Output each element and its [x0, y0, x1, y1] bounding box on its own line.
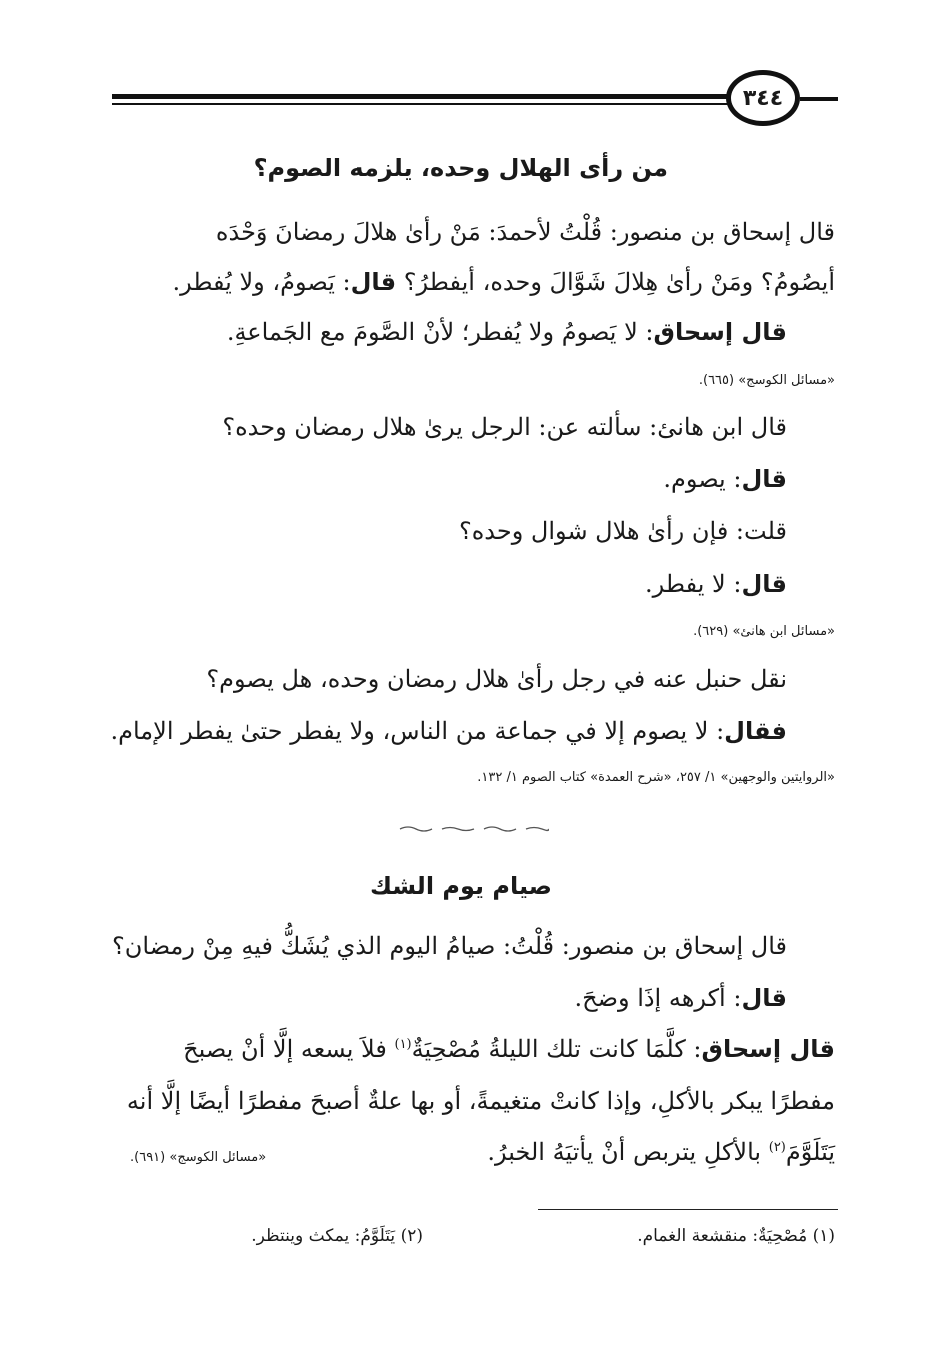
- source-citation: «مسائل الكوسج» (٦٦٥).: [698, 373, 835, 388]
- speaker-label: قال: [741, 570, 787, 598]
- section-title: صيام يوم الشك: [370, 872, 552, 900]
- text-run: : لا يفطر.: [645, 570, 742, 598]
- section-divider-ornament: [398, 824, 550, 832]
- paragraph-line: [487, 1138, 835, 1167]
- text-run: يَتَلَوَّمَ: [785, 1138, 835, 1166]
- question-line: قال ابن هانئ: سألته عن: الرجل يرىٰ هلال رمضان وحده؟: [222, 413, 787, 441]
- paragraph-line: مفطرًا يبكر بالأكلِ، وإذا كانتْ متغيمةً، أو بها علةٌ أصبحَ مفطرًا أيضًا إلَّا أنه: [126, 1087, 835, 1115]
- paragraph-line: [227, 318, 787, 347]
- source-citation: «الروايتين والوجهين» ١/ ٢٥٧، «شرح العمدة» كتاب الصوم ١/ ١٣٢.: [477, 770, 835, 785]
- text-run: أيصُومُ؟ ومَنْ رأىٰ هِلالَ شَوَّالَ وحده، أيفطرُ؟: [396, 268, 835, 296]
- footnote-item: (٢) يَتَلَوَّمُ: يمكث وينتظر.: [251, 1226, 423, 1246]
- section-title: من رأى الهلال وحده، يلزمه الصوم؟: [253, 154, 668, 182]
- footnote-marker[interactable]: (١): [394, 1037, 412, 1052]
- answer-line: [663, 465, 787, 494]
- speaker-label: قال: [350, 268, 397, 296]
- footnote-separator: [538, 1209, 838, 1210]
- speaker-label: قال: [741, 465, 787, 493]
- header-rule-thick: [112, 94, 734, 99]
- text-run: : يصوم.: [663, 465, 742, 493]
- speaker-label: قال إسحاق: [653, 318, 787, 346]
- text-run: : أكرهه إذَا وضحَ.: [574, 984, 742, 1012]
- speaker-label: قال: [741, 984, 787, 1012]
- paragraph-line: قال إسحاق بن منصور: قُلْتُ لأحمدَ: مَنْ رأىٰ هلالَ رمضانَ وَحْدَه: [215, 218, 835, 246]
- page-number: ٣٤٤: [726, 70, 800, 126]
- header-rule-thin: [112, 103, 734, 105]
- source-citation: «مسائل الكوسج» (٦٩١).: [130, 1150, 267, 1165]
- text-run: : يَصومُ، ولا يُفطر.: [172, 268, 351, 296]
- header-rule-tail: [800, 97, 838, 101]
- question-line: قلت: فإن رأىٰ هلال شوال وحده؟: [458, 517, 787, 545]
- footnote-item: (١) مُصْحِيَةٌ: منقشعة الغمام.: [637, 1226, 835, 1246]
- speaker-label: فقال: [724, 717, 787, 745]
- answer-line: [645, 570, 787, 599]
- answer-line: [574, 984, 787, 1013]
- paragraph-line: [183, 1035, 835, 1064]
- paragraph-line: [110, 717, 787, 746]
- text-run: : لا يَصومُ ولا يُفطر؛ لأنْ الصَّومَ مع الجَماعةِ.: [226, 318, 654, 346]
- text-run: فلاَ يسعه إلَّا أنْ يصبحَ: [183, 1035, 395, 1063]
- text-run: بالأكلِ يتربص أنْ يأتيَهُ الخبرُ.: [487, 1138, 769, 1166]
- paragraph-line: قال إسحاق بن منصور: قُلْتُ: صيامُ اليوم الذي يُشَكُّ فيهِ مِنْ رمضان؟: [112, 932, 787, 960]
- text-run: : لا يصوم إلا في جماعة من الناس، ولا يفطر حتىٰ يفطر الإمام.: [110, 717, 725, 745]
- text-run: : كلَّمَا كانت تلك الليلةُ مُصْحِيَةٌ: [411, 1035, 702, 1063]
- source-citation: «مسائل ابن هانئ» (٦٢٩).: [693, 624, 835, 639]
- paragraph-line: [172, 268, 835, 297]
- paragraph-line: نقل حنبل عنه في رجل رأىٰ هلال رمضان وحده، هل يصوم؟: [206, 665, 787, 693]
- speaker-label: قال إسحاق: [701, 1035, 835, 1063]
- footnote-marker[interactable]: (٢): [768, 1140, 786, 1155]
